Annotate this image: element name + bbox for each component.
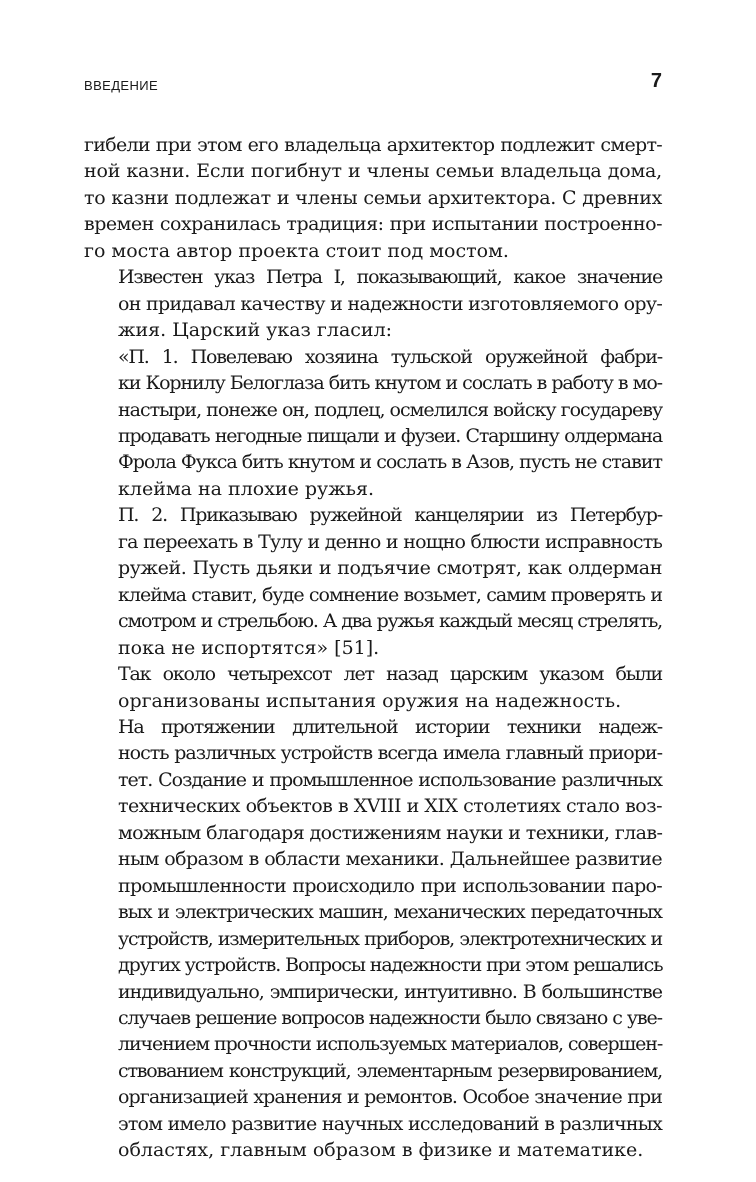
text-line: Известен указ Петра I, показывающий, какое значение (118, 266, 662, 289)
text-line: вых и электрических машин, механических передаточных (118, 901, 662, 924)
text-line: индивидуально, эмпирически, интуитивно. В большинстве (118, 980, 662, 1003)
text-line: га переехать в Тулу и денно и нощно блюсти исправность (118, 530, 662, 553)
text-line: смотром и стрельбою. А два ружья каждый месяц стрелять, (118, 610, 662, 633)
text-line: ным образом в области механики. Дальнейшее развитие (118, 848, 662, 871)
paragraph (84, 264, 662, 343)
text-line: промышленности происходило при использовании паро- (118, 874, 662, 897)
text-line: организацией хранения и ремонтов. Особое значение при (118, 1086, 662, 1109)
text-line: Фрола Фукса бить кнутом и сослать в Азов, пусть не ставит (118, 451, 662, 474)
text-line: тет. Создание и промышленное использование различных (118, 768, 662, 791)
text-line: го моста автор проекта стоит под мостом. (84, 239, 509, 262)
text-line: жия. Царский указ гласил: (118, 319, 393, 342)
text-line: ной казни. Если погибнут и члены семьи владельца дома, (84, 160, 662, 183)
running-head: ВВЕДЕНИЕ (84, 78, 159, 93)
text-line: других устройств. Вопросы надежности при этом решались (118, 954, 663, 977)
text-line: пока не испортятся» [51]. (118, 636, 380, 659)
text-line: гибели при этом его владельца архитектор подлежит смерт- (84, 134, 662, 156)
paragraph (84, 132, 662, 264)
text-line: времен сохранилась традиция: при испытании построенно- (84, 213, 662, 236)
text-line: технических объектов в XVIII и XIX столетиях стало воз- (118, 795, 662, 818)
text-line: П. 2. Приказываю ружейной канцелярии из Петербур- (118, 504, 662, 527)
text-line: ружей. Пусть дьяки и подъячие смотрят, как олдерман (118, 557, 662, 580)
text-line: На протяжении длительной истории техники надеж- (118, 715, 662, 738)
text-line: клейма на плохие ружья. (118, 477, 375, 500)
paragraph (84, 714, 662, 1164)
text-line: личением прочности используемых материалов, совершен- (118, 1033, 663, 1056)
text-line: ствованием конструкций, элементарным резервированием, (118, 1059, 662, 1082)
text-line: устройств, измерительных приборов, электротехнических и (118, 927, 662, 950)
text-line: то казни подлежат и члены семьи архитектора. С древних (84, 186, 662, 209)
text-line: клейма ставит, буде сомнение возьмет, самим проверять и (118, 583, 662, 606)
text-line: настыри, понеже он, подлец, осмелился войску государеву (118, 398, 663, 421)
text-line: продавать негодные пищали и фузеи. Старшину олдермана (118, 424, 662, 447)
text-line: Так около четырехсот лет назад царским указом были (118, 663, 662, 686)
text-line: ки Корнилу Белоглаза бить кнутом и сослать в работу в мо- (118, 372, 662, 395)
text-line: он придавал качеству и надежности изготовляемого ору- (118, 292, 663, 315)
page-number: 7 (650, 70, 662, 92)
text-line: областях, главным образом в физике и математике. (118, 1139, 644, 1162)
text-line: «П. 1. Повелеваю хозяина тульской оружейной фабри- (118, 345, 662, 368)
text-line: можным благодаря достижениям науки и техники, глав- (118, 821, 663, 844)
paragraph (84, 661, 662, 714)
body-text (84, 132, 662, 1164)
text-line: организованы испытания оружия на надежность. (118, 689, 622, 712)
text-line: случаев решение вопросов надежности было связано с уве- (118, 1006, 662, 1029)
text-line: этом имело развитие научных исследований в различных (118, 1112, 662, 1135)
text-line: ность различных устройств всегда имела главный приори- (118, 742, 662, 765)
paragraph (84, 344, 662, 503)
paragraph (84, 502, 662, 661)
